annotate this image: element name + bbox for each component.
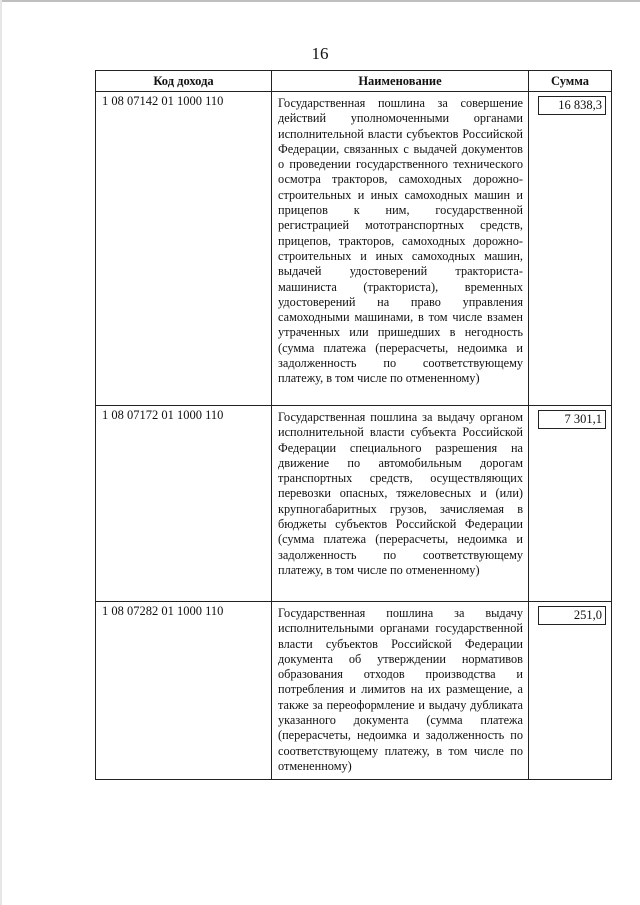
- income-sum: 16 838,3: [538, 96, 606, 115]
- table-header-row: [96, 71, 612, 92]
- scan-edge-left: [0, 0, 2, 905]
- income-sum-cell: [529, 92, 612, 406]
- income-name: Государственная пошлина за выдачу органом исполнительной власти субъекта Российской Федерации специального разрешения на движение по автомобильным дорогам транспортных средств, осуществляющих перевозки опасных, тяжеловесных и (или) крупногабаритных грузов, зачисляемая в бюджеты субъектов Российской Федерации (сумма платежа (перерасчеты, недоимка и задолженность по соответствующему платежу, в том числе по отмененному): [272, 406, 529, 602]
- income-sum: 251,0: [538, 606, 606, 625]
- scan-edge-top: [0, 0, 640, 2]
- header-name: Наименование: [272, 71, 529, 92]
- income-code: 1 08 07282 01 1000 110: [96, 602, 272, 780]
- income-sum: 7 301,1: [538, 410, 606, 429]
- page-number: 16: [311, 44, 329, 63]
- table-row: [96, 602, 612, 780]
- income-code: 1 08 07142 01 1000 110: [96, 92, 272, 406]
- income-sum-cell: [529, 602, 612, 780]
- income-table: [95, 70, 612, 780]
- income-name: Государственная пошлина за выдачу исполнительными органами государственной власти субъектов Российской Федерации документа об утверждении нормативов образования отходов производства и потребления и лимитов на их размещение, а также за переоформление и выдачу дубликата указанного документа (сумма платежа (перерасчеты, недоимка и задолженность по соответствующему платежу, в том числе по отмененному): [272, 602, 529, 780]
- header-sum: Сумма: [529, 71, 612, 92]
- table-row: [96, 406, 612, 602]
- income-code: 1 08 07172 01 1000 110: [96, 406, 272, 602]
- income-name: Государственная пошлина за совершение действий уполномоченными органами исполнительной власти субъектов Российской Федерации, связанных с выдачей документов о проведении государственного технического осмотра тракторов, самоходных дорожно-строительных и иных самоходных машин и прицепов к ним, государственной регистрацией мототранспортных средств, прицепов, тракторов, самоходных дорожно-строительных и иных самоходных машин, выдачей удостоверений тракториста-машиниста (тракториста), временных удостоверений на право управления самоходными машинами, в том числе взамен утраченных или пришедших в негодность (сумма платежа (перерасчеты, недоимка и задолженность по соответствующему платежу, в том числе по отмененному): [272, 92, 529, 406]
- income-sum-cell: [529, 406, 612, 602]
- table-row: [96, 92, 612, 406]
- header-code: Код дохода: [96, 71, 272, 92]
